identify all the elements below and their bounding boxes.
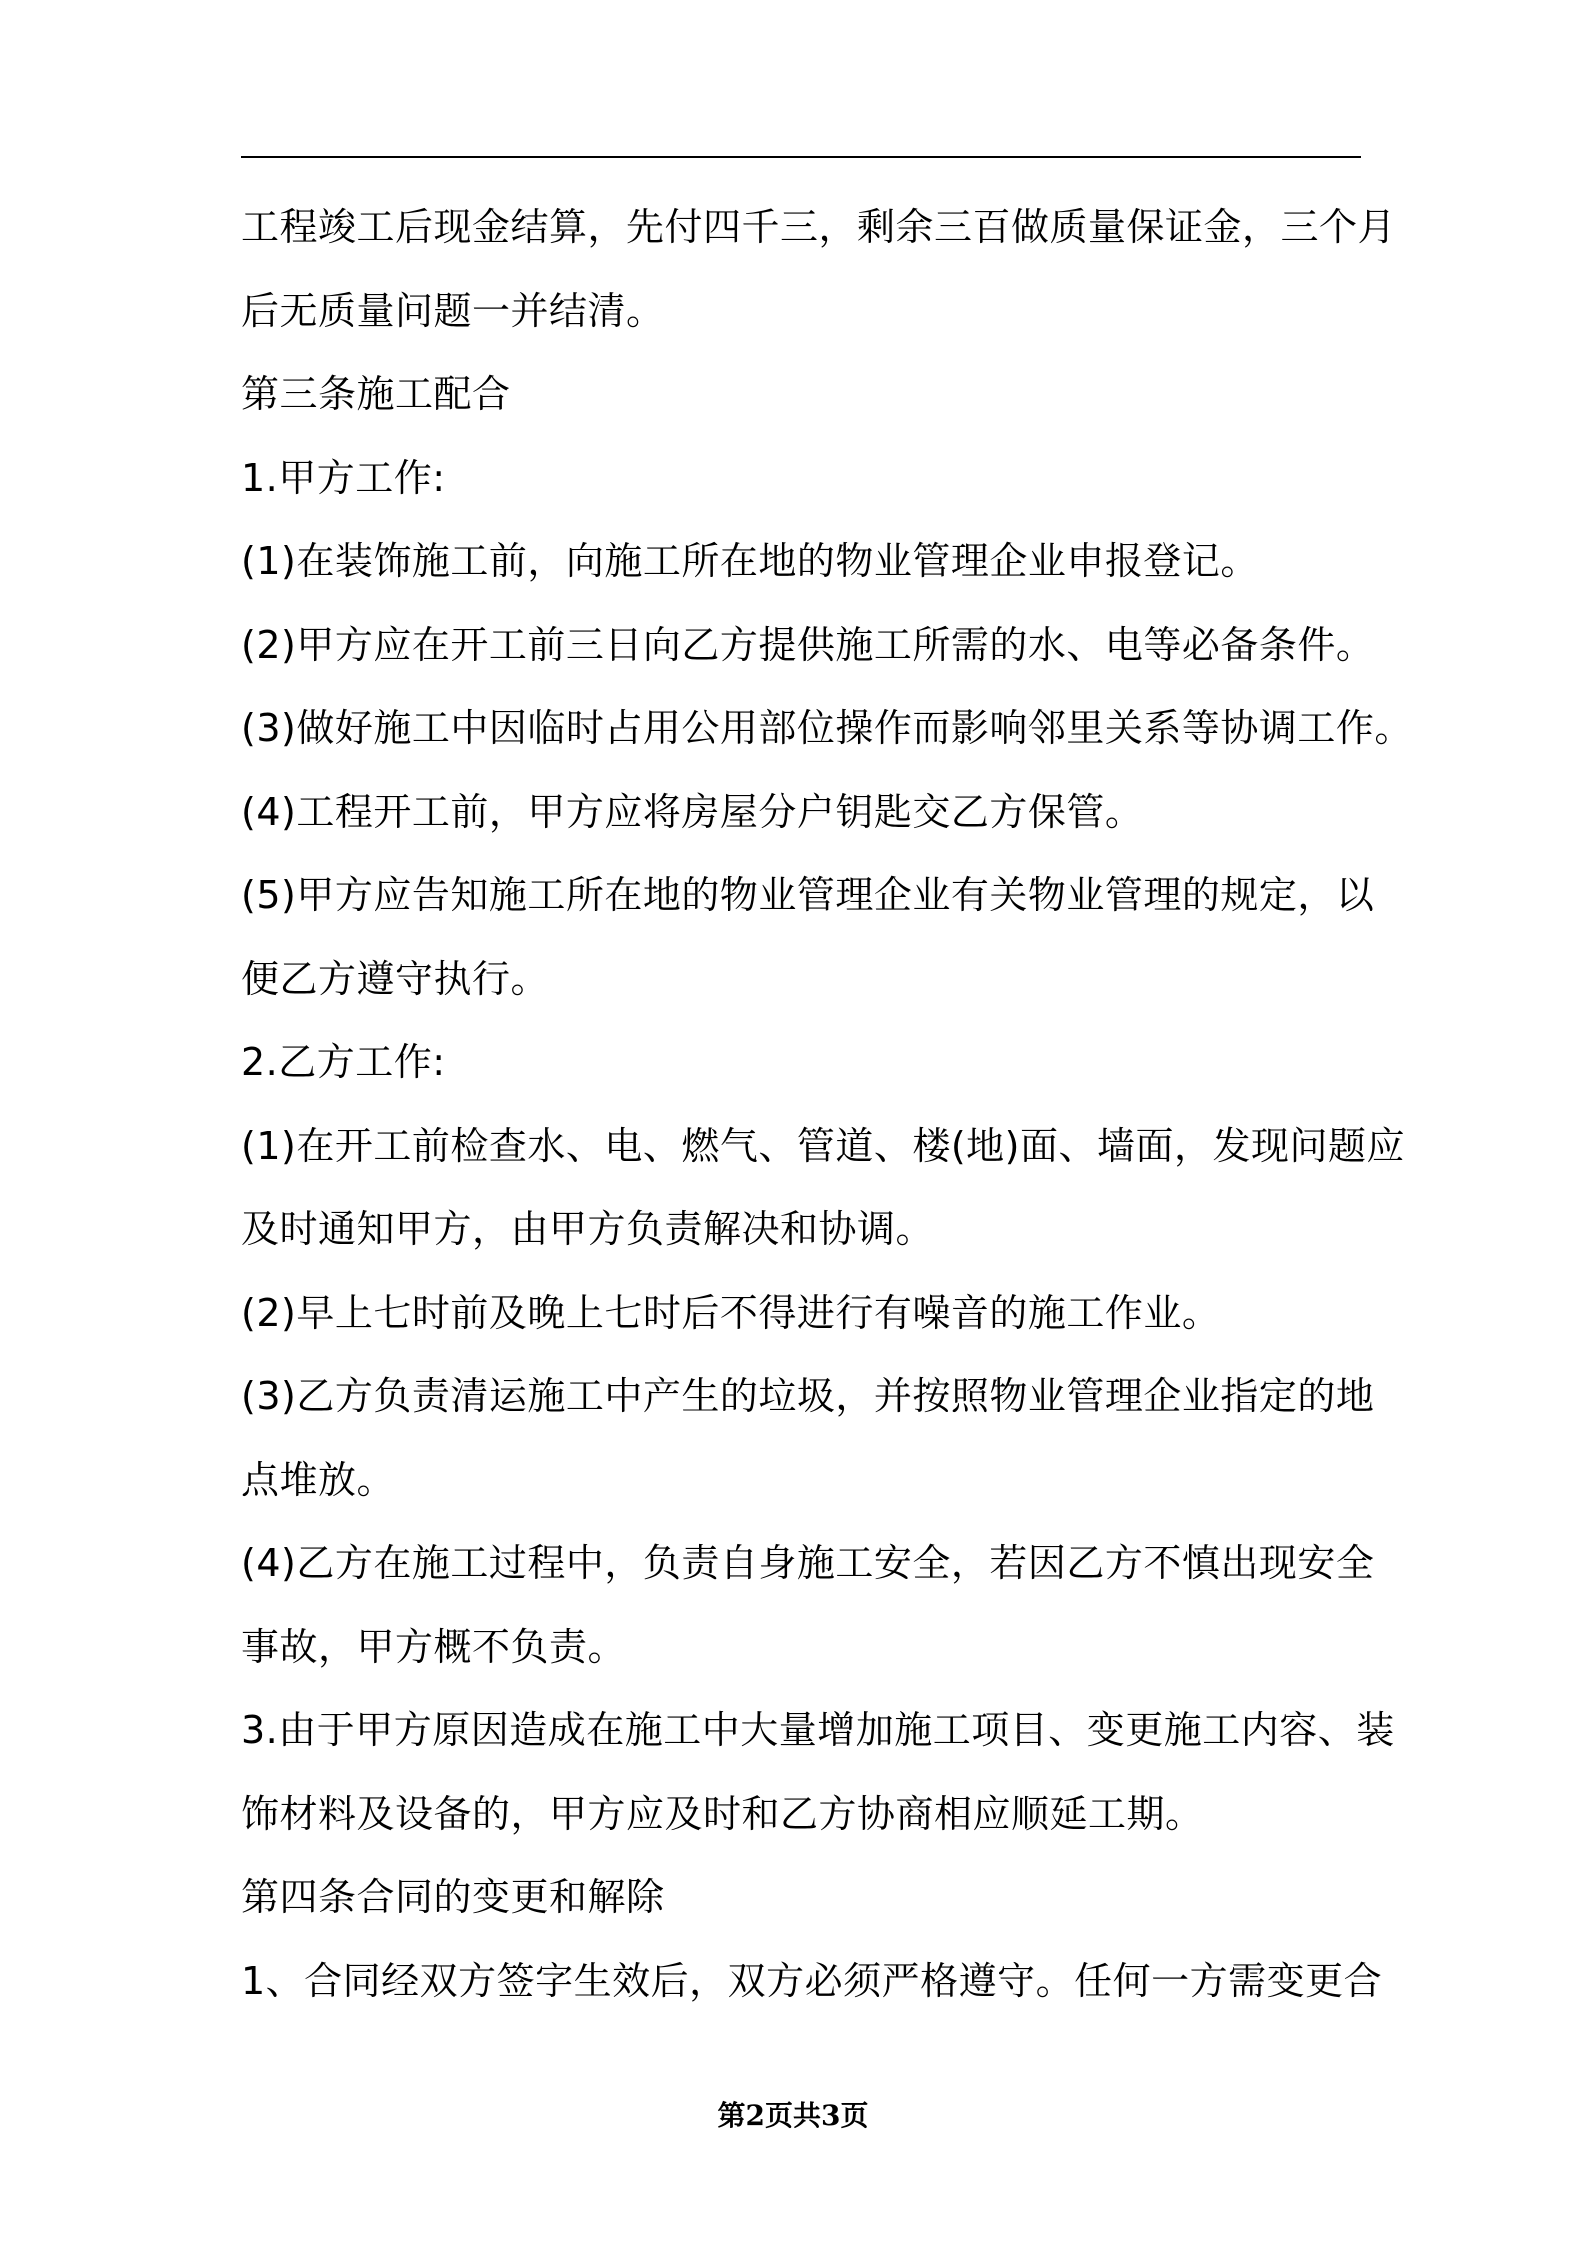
text-line: 事故，甲方概不负责。 — [241, 1624, 627, 1669]
text-line: (1)在装饰施工前，向施工所在地的物业管理企业申报登记。 — [241, 539, 1259, 583]
text-line: (4)乙方在施工过程中，负责自身施工安全，若因乙方不慎出现安全 — [241, 1541, 1375, 1585]
document-body — [241, 186, 1413, 2023]
text-line: (2)甲方应在开工前三日向乙方提供施工所需的水、电等必备条件。 — [241, 622, 1375, 667]
text-line: 3.由于甲方原因造成在施工中大量增加施工项目、变更施工内容、装 — [241, 1708, 1395, 1752]
header-rule — [241, 156, 1361, 158]
subsection-heading: 2.乙方工作: — [241, 1040, 446, 1084]
text-line: 饰材料及设备的，甲方应及时和乙方协商相应顺延工期。 — [241, 1791, 1204, 1836]
text-line: 工程竣工后现金结算，先付四千三，剩余三百做质量保证金，三个月 — [241, 205, 1397, 249]
text-line: (3)做好施工中因临时占用公用部位操作而影响邻里关系等协调工作。 — [241, 706, 1413, 750]
section-heading: 第三条施工配合 — [241, 372, 511, 416]
section-heading: 第四条合同的变更和解除 — [241, 1875, 665, 1919]
text-line: (5)甲方应告知施工所在地的物业管理企业有关物业管理的规定，以 — [241, 873, 1375, 917]
text-line: 及时通知甲方，由甲方负责解决和协调。 — [241, 1207, 935, 1251]
text-line: (2)早上七时前及晚上七时后不得进行有噪音的施工作业。 — [241, 1290, 1221, 1335]
text-line: 点堆放。 — [241, 1457, 396, 1502]
text-line: (3)乙方负责清运施工中产生的垃圾，并按照物业管理企业指定的地 — [241, 1374, 1375, 1418]
page-number: 第2页共3页 — [717, 2099, 869, 2132]
text-line: (4)工程开工前，甲方应将房屋分户钥匙交乙方保管。 — [241, 789, 1144, 834]
text-line: (1)在开工前检查水、电、燃气、管道、楼(地)面、墙面，发现问题应 — [241, 1123, 1405, 1168]
text-line: 便乙方遵守执行。 — [241, 956, 550, 1001]
subsection-heading: 1.甲方工作: — [241, 455, 446, 500]
text-line: 1、合同经双方签字生效后，双方必须严格遵守。任何一方需变更合 — [241, 1958, 1383, 2003]
text-line: 后无质量问题一并结清。 — [241, 288, 665, 333]
